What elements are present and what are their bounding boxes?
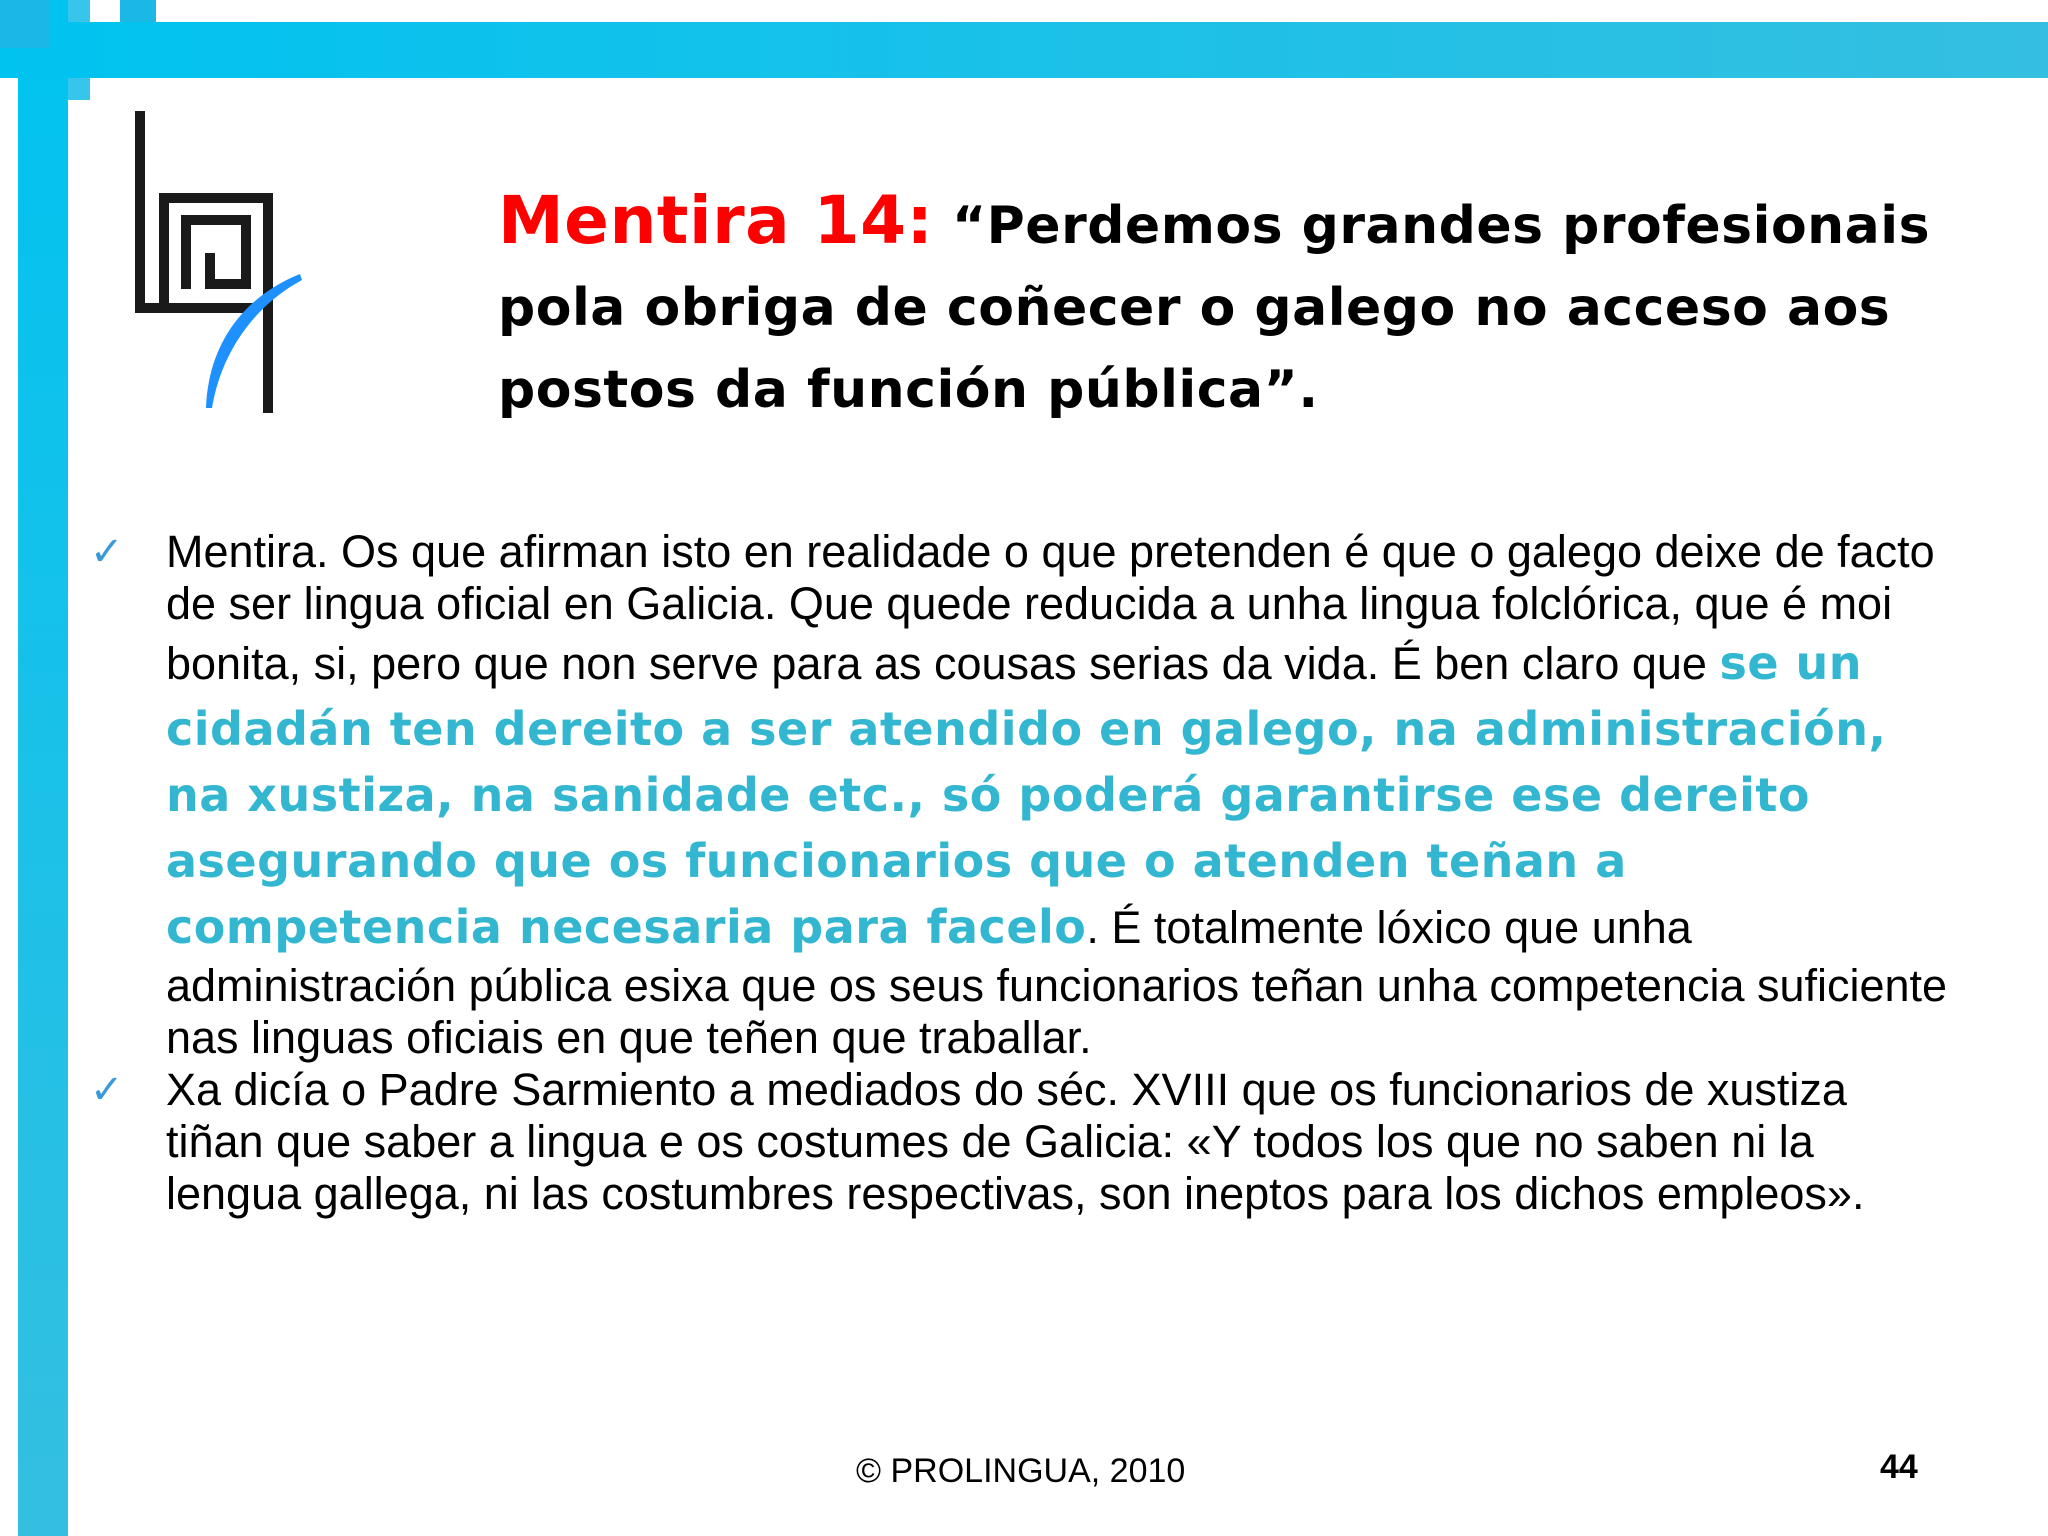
top-accent-bar (0, 22, 2048, 78)
corner-decoration (68, 78, 90, 100)
checkmark-icon: ✓ (90, 1067, 124, 1113)
bullet-text: Xa dicía o Padre Sarmiento a mediados do séc. XVIII que os funcionarios de xustiza tiñan que saber a lingua e os costumes de Galicia: «Y todos los que no saben ni la lengua gallega, ni las costumbres respectivas, son ineptos para los dichos empleos». (166, 1064, 1865, 1219)
footer-copyright: © PROLINGUA, 2010 (856, 1452, 1186, 1490)
title-label: Mentira 14: (498, 182, 934, 259)
bullet-list (90, 526, 1950, 1220)
page-number: 44 (1880, 1448, 1918, 1486)
slide-title (498, 180, 1968, 431)
bullet-item (90, 1064, 1950, 1220)
corner-decoration (0, 0, 50, 48)
corner-decoration (120, 0, 156, 22)
prolingua-logo-icon (130, 108, 310, 418)
bullet-text: . É totalmente lóxico que unha administración pública esixa que os seus funcionarios teñan unha competencia suficiente nas linguas oficiais en que teñen que traballar. (166, 902, 1948, 1063)
checkmark-icon: ✓ (90, 529, 124, 575)
bullet-item (90, 526, 1950, 1064)
title-quote: “Perdemos grandes profesionais pola obriga de coñecer o galego no acceso aos postos da función pública”. (498, 196, 1931, 420)
bullet-text: Mentira. Os que afirman isto en realidade o que pretenden é que o galego deixe de facto de ser lingua oficial en Galicia. Que quede reducida a unha lingua folclórica, que é moi bonita, si, pero que non serve para as cousas serias da vida. É ben claro que (166, 526, 1935, 689)
corner-decoration (68, 0, 90, 22)
highlighted-text: se un cidadán ten dereito a ser atendido en galego, na administración, na xustiza, na sanidade etc., só poderá garantirse ese dereito asegurando que os funcionarios que o atenden teñan a competencia necesaria para facelo (166, 636, 1887, 954)
left-accent-bar (18, 0, 68, 1536)
